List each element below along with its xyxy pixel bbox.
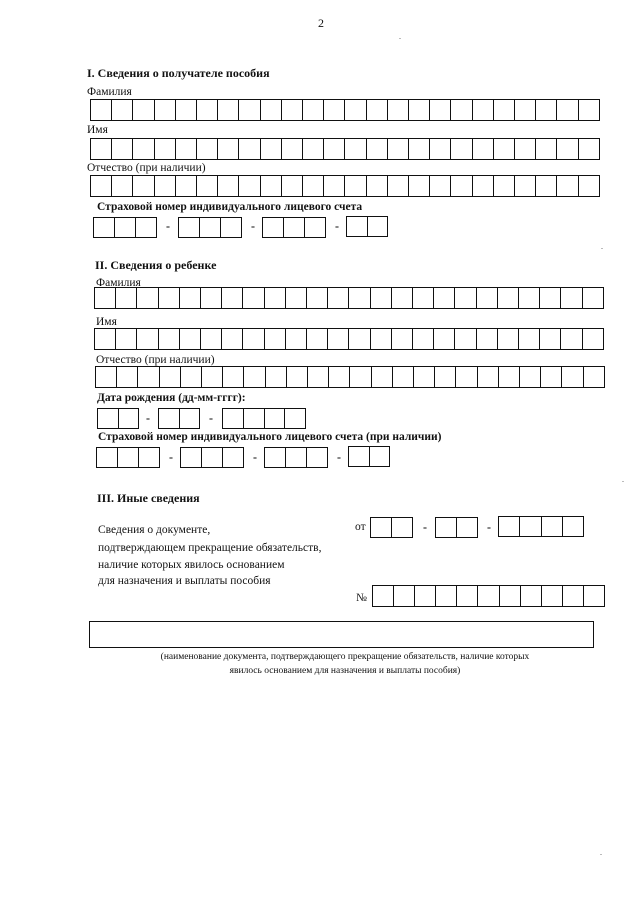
- char-cell[interactable]: [116, 366, 137, 388]
- char-cell[interactable]: [260, 99, 281, 121]
- char-cell[interactable]: [371, 366, 392, 388]
- char-cell[interactable]: [179, 408, 201, 429]
- char-cell[interactable]: [175, 175, 196, 197]
- char-cell[interactable]: [132, 175, 153, 197]
- section-1-title: I. Сведения о получателе пособия: [87, 66, 270, 80]
- char-cell[interactable]: [387, 99, 408, 121]
- char-cell[interactable]: [450, 175, 471, 197]
- recipient-snils-group-3[interactable]: [262, 217, 326, 238]
- child-surname-label: Фамилия: [96, 277, 141, 289]
- char-cell[interactable]: [302, 138, 323, 160]
- document-name-field[interactable]: [89, 621, 594, 648]
- document-label-line-2: подтверждающем прекращение обязательств,: [98, 542, 322, 554]
- child-patronymic-field[interactable]: [95, 366, 605, 388]
- char-cell[interactable]: [114, 217, 135, 238]
- char-cell[interactable]: [498, 366, 519, 388]
- separator-dash: -: [209, 411, 213, 425]
- separator-dash: -: [169, 450, 173, 464]
- char-cell[interactable]: [285, 287, 306, 309]
- recipient-surname-field[interactable]: [90, 99, 600, 121]
- document-label-line-3: наличие которых явилось основанием: [98, 559, 285, 571]
- char-cell[interactable]: [199, 217, 220, 238]
- recipient-surname-label: Фамилия: [87, 86, 132, 98]
- char-cell[interactable]: [323, 99, 344, 121]
- char-cell[interactable]: [328, 366, 349, 388]
- char-cell[interactable]: [265, 366, 286, 388]
- char-cell[interactable]: [435, 517, 456, 538]
- char-cell[interactable]: [519, 516, 540, 537]
- char-cell[interactable]: [429, 99, 450, 121]
- char-cell[interactable]: [302, 99, 323, 121]
- char-cell[interactable]: [387, 175, 408, 197]
- char-cell[interactable]: [285, 447, 306, 468]
- char-cell[interactable]: [154, 138, 175, 160]
- char-cell[interactable]: [539, 287, 560, 309]
- char-cell[interactable]: [344, 138, 365, 160]
- separator-dash: -: [166, 219, 170, 233]
- char-cell[interactable]: [221, 287, 242, 309]
- char-cell[interactable]: [111, 99, 132, 121]
- child-snils-label: Страховой номер индивидуального лицевого счета (при наличии): [98, 431, 442, 443]
- separator-dash: -: [335, 219, 339, 233]
- char-cell[interactable]: [450, 138, 471, 160]
- char-cell[interactable]: [519, 366, 540, 388]
- char-cell[interactable]: [180, 447, 201, 468]
- document-day-field[interactable]: [370, 517, 413, 538]
- char-cell[interactable]: [578, 99, 600, 121]
- char-cell[interactable]: [348, 328, 369, 350]
- char-cell[interactable]: [477, 366, 498, 388]
- document-name-caption-line-2: явилось основанием для назначения и выплаты пособия): [229, 666, 461, 676]
- char-cell[interactable]: [560, 328, 581, 350]
- char-cell[interactable]: [435, 585, 456, 607]
- char-cell[interactable]: [118, 408, 140, 429]
- char-cell[interactable]: [302, 175, 323, 197]
- document-number-prefix: №: [356, 592, 367, 604]
- document-number-field[interactable]: [372, 585, 605, 607]
- char-cell[interactable]: [135, 217, 157, 238]
- char-cell[interactable]: [196, 175, 217, 197]
- char-cell[interactable]: [493, 99, 514, 121]
- char-cell[interactable]: [93, 217, 114, 238]
- char-cell[interactable]: [408, 138, 429, 160]
- char-cell[interactable]: [455, 366, 476, 388]
- char-cell[interactable]: [562, 585, 583, 607]
- char-cell[interactable]: [541, 585, 562, 607]
- char-cell[interactable]: [217, 175, 238, 197]
- char-cell[interactable]: [562, 516, 584, 537]
- separator-dash: -: [251, 219, 255, 233]
- scan-speck: [622, 481, 624, 482]
- char-cell[interactable]: [264, 408, 285, 429]
- char-cell[interactable]: [370, 287, 391, 309]
- char-cell[interactable]: [561, 366, 582, 388]
- char-cell[interactable]: [217, 99, 238, 121]
- recipient-snils-label: Страховой номер индивидуального лицевого счета: [97, 201, 363, 213]
- char-cell[interactable]: [136, 328, 157, 350]
- char-cell[interactable]: [158, 328, 179, 350]
- char-cell[interactable]: [456, 517, 478, 538]
- scan-speck: [601, 248, 603, 249]
- recipient-snils-group-4[interactable]: [346, 216, 388, 237]
- document-year-field[interactable]: [498, 516, 584, 537]
- char-cell[interactable]: [175, 138, 196, 160]
- child-snils-group-3[interactable]: [264, 447, 328, 468]
- char-cell[interactable]: [472, 138, 493, 160]
- char-cell[interactable]: [306, 328, 327, 350]
- char-cell[interactable]: [222, 366, 243, 388]
- separator-dash: -: [423, 520, 427, 534]
- recipient-patronymic-label: Отчество (при наличии): [87, 162, 206, 174]
- char-cell[interactable]: [541, 516, 562, 537]
- char-cell[interactable]: [344, 175, 365, 197]
- char-cell[interactable]: [583, 585, 605, 607]
- char-cell[interactable]: [158, 287, 179, 309]
- char-cell[interactable]: [260, 138, 281, 160]
- document-label-line-1: Сведения о документе,: [98, 524, 211, 536]
- char-cell[interactable]: [454, 328, 475, 350]
- char-cell[interactable]: [493, 175, 514, 197]
- page-number: 2: [318, 16, 324, 30]
- document-month-field[interactable]: [435, 517, 478, 538]
- char-cell[interactable]: [307, 366, 328, 388]
- char-cell[interactable]: [138, 447, 160, 468]
- char-cell[interactable]: [472, 99, 493, 121]
- char-cell[interactable]: [514, 138, 535, 160]
- char-cell[interactable]: [242, 287, 263, 309]
- char-cell[interactable]: [367, 216, 389, 237]
- char-cell[interactable]: [366, 175, 387, 197]
- char-cell[interactable]: [264, 287, 285, 309]
- separator-dash: -: [253, 450, 257, 464]
- char-cell[interactable]: [111, 138, 132, 160]
- char-cell[interactable]: [370, 328, 391, 350]
- char-cell[interactable]: [222, 447, 244, 468]
- char-cell[interactable]: [154, 175, 175, 197]
- char-cell[interactable]: [393, 585, 414, 607]
- char-cell[interactable]: [433, 287, 454, 309]
- char-cell[interactable]: [179, 328, 200, 350]
- char-cell[interactable]: [260, 175, 281, 197]
- char-cell[interactable]: [243, 408, 264, 429]
- char-cell[interactable]: [175, 99, 196, 121]
- char-cell[interactable]: [154, 99, 175, 121]
- char-cell[interactable]: [196, 138, 217, 160]
- char-cell[interactable]: [285, 328, 306, 350]
- char-cell[interactable]: [178, 217, 199, 238]
- char-cell[interactable]: [408, 175, 429, 197]
- char-cell[interactable]: [497, 287, 518, 309]
- child-birth-date-label: Дата рождения (дд-мм-гггг):: [97, 392, 246, 404]
- char-cell[interactable]: [281, 138, 302, 160]
- char-cell[interactable]: [201, 447, 222, 468]
- birth-month-field[interactable]: [158, 408, 200, 429]
- char-cell[interactable]: [476, 287, 497, 309]
- recipient-name-label: Имя: [87, 124, 108, 136]
- child-snils-group-1[interactable]: [96, 447, 160, 468]
- char-cell[interactable]: [539, 328, 560, 350]
- char-cell[interactable]: [518, 287, 539, 309]
- char-cell[interactable]: [115, 328, 136, 350]
- char-cell[interactable]: [222, 408, 243, 429]
- char-cell[interactable]: [412, 328, 433, 350]
- separator-dash: -: [337, 450, 341, 464]
- char-cell[interactable]: [200, 287, 221, 309]
- document-date-prefix: от: [355, 521, 366, 533]
- separator-dash: -: [487, 520, 491, 534]
- char-cell[interactable]: [518, 328, 539, 350]
- char-cell[interactable]: [429, 175, 450, 197]
- section-3-title: III. Иные сведения: [97, 491, 200, 505]
- char-cell[interactable]: [201, 366, 222, 388]
- char-cell[interactable]: [262, 217, 283, 238]
- document-label-line-4: для назначения и выплаты пособия: [98, 575, 271, 587]
- child-snils-group-2[interactable]: [180, 447, 244, 468]
- char-cell[interactable]: [391, 328, 412, 350]
- char-cell[interactable]: [578, 175, 600, 197]
- char-cell[interactable]: [264, 328, 285, 350]
- char-cell[interactable]: [283, 217, 304, 238]
- char-cell[interactable]: [499, 585, 520, 607]
- separator-dash: -: [146, 411, 150, 425]
- char-cell[interactable]: [454, 287, 475, 309]
- char-cell[interactable]: [180, 366, 201, 388]
- char-cell[interactable]: [413, 366, 434, 388]
- char-cell[interactable]: [346, 216, 367, 237]
- char-cell[interactable]: [498, 516, 519, 537]
- scan-speck: [600, 854, 602, 855]
- char-cell[interactable]: [323, 175, 344, 197]
- char-cell[interactable]: [264, 447, 285, 468]
- char-cell[interactable]: [493, 138, 514, 160]
- char-cell[interactable]: [535, 175, 556, 197]
- char-cell[interactable]: [476, 328, 497, 350]
- char-cell[interactable]: [243, 366, 264, 388]
- char-cell[interactable]: [392, 366, 413, 388]
- char-cell[interactable]: [132, 138, 153, 160]
- char-cell[interactable]: [450, 99, 471, 121]
- char-cell[interactable]: [306, 287, 327, 309]
- char-cell[interactable]: [94, 287, 115, 309]
- char-cell[interactable]: [391, 287, 412, 309]
- birth-year-field[interactable]: [222, 408, 306, 429]
- char-cell[interactable]: [348, 287, 369, 309]
- char-cell[interactable]: [132, 99, 153, 121]
- char-cell[interactable]: [220, 217, 242, 238]
- char-cell[interactable]: [306, 447, 328, 468]
- char-cell[interactable]: [97, 408, 118, 429]
- char-cell[interactable]: [391, 517, 413, 538]
- char-cell[interactable]: [412, 287, 433, 309]
- char-cell[interactable]: [556, 138, 577, 160]
- char-cell[interactable]: [514, 175, 535, 197]
- char-cell[interactable]: [217, 138, 238, 160]
- char-cell[interactable]: [221, 328, 242, 350]
- char-cell[interactable]: [582, 287, 604, 309]
- char-cell[interactable]: [115, 287, 136, 309]
- char-cell[interactable]: [433, 328, 454, 350]
- scan-speck: [399, 38, 401, 39]
- char-cell[interactable]: [158, 408, 179, 429]
- child-name-field[interactable]: [94, 328, 604, 350]
- char-cell[interactable]: [281, 175, 302, 197]
- char-cell[interactable]: [477, 585, 498, 607]
- char-cell[interactable]: [286, 366, 307, 388]
- recipient-snils-group-1[interactable]: [93, 217, 157, 238]
- child-surname-field[interactable]: [94, 287, 604, 309]
- char-cell[interactable]: [387, 138, 408, 160]
- char-cell[interactable]: [179, 287, 200, 309]
- char-cell[interactable]: [95, 366, 116, 388]
- char-cell[interactable]: [578, 138, 600, 160]
- char-cell[interactable]: [540, 366, 561, 388]
- char-cell[interactable]: [94, 328, 115, 350]
- recipient-name-field[interactable]: [90, 138, 600, 160]
- char-cell[interactable]: [304, 217, 326, 238]
- char-cell[interactable]: [408, 99, 429, 121]
- char-cell[interactable]: [369, 446, 391, 467]
- char-cell[interactable]: [96, 447, 117, 468]
- birth-day-field[interactable]: [97, 408, 139, 429]
- child-patronymic-label: Отчество (при наличии): [96, 354, 215, 366]
- char-cell[interactable]: [556, 175, 577, 197]
- recipient-snils-group-2[interactable]: [178, 217, 242, 238]
- char-cell[interactable]: [281, 99, 302, 121]
- char-cell[interactable]: [90, 99, 111, 121]
- char-cell[interactable]: [366, 99, 387, 121]
- section-2-title: II. Сведения о ребенке: [95, 258, 217, 272]
- char-cell[interactable]: [200, 328, 221, 350]
- char-cell[interactable]: [456, 585, 477, 607]
- char-cell[interactable]: [560, 287, 581, 309]
- char-cell[interactable]: [117, 447, 138, 468]
- char-cell[interactable]: [136, 287, 157, 309]
- char-cell[interactable]: [556, 99, 577, 121]
- char-cell[interactable]: [284, 408, 306, 429]
- char-cell[interactable]: [434, 366, 455, 388]
- char-cell[interactable]: [111, 175, 132, 197]
- char-cell[interactable]: [583, 366, 605, 388]
- char-cell[interactable]: [348, 446, 369, 467]
- char-cell[interactable]: [429, 138, 450, 160]
- char-cell[interactable]: [90, 175, 111, 197]
- char-cell[interactable]: [90, 138, 111, 160]
- char-cell[interactable]: [196, 99, 217, 121]
- char-cell[interactable]: [366, 138, 387, 160]
- document-name-caption-line-1: (наименование документа, подтверждающего прекращение обязательств, наличие которых: [160, 652, 530, 662]
- char-cell[interactable]: [514, 99, 535, 121]
- char-cell[interactable]: [238, 138, 259, 160]
- char-cell[interactable]: [414, 585, 435, 607]
- recipient-patronymic-field[interactable]: [90, 175, 600, 197]
- char-cell[interactable]: [137, 366, 158, 388]
- child-snils-group-4[interactable]: [348, 446, 390, 467]
- char-cell[interactable]: [242, 328, 263, 350]
- child-name-label: Имя: [96, 316, 117, 328]
- char-cell[interactable]: [535, 99, 556, 121]
- char-cell[interactable]: [327, 287, 348, 309]
- char-cell[interactable]: [323, 138, 344, 160]
- char-cell[interactable]: [327, 328, 348, 350]
- char-cell[interactable]: [370, 517, 391, 538]
- char-cell[interactable]: [535, 138, 556, 160]
- char-cell[interactable]: [520, 585, 541, 607]
- char-cell[interactable]: [238, 99, 259, 121]
- char-cell[interactable]: [472, 175, 493, 197]
- char-cell[interactable]: [582, 328, 604, 350]
- char-cell[interactable]: [497, 328, 518, 350]
- char-cell[interactable]: [238, 175, 259, 197]
- char-cell[interactable]: [159, 366, 180, 388]
- char-cell[interactable]: [349, 366, 370, 388]
- char-cell[interactable]: [372, 585, 393, 607]
- char-cell[interactable]: [344, 99, 365, 121]
